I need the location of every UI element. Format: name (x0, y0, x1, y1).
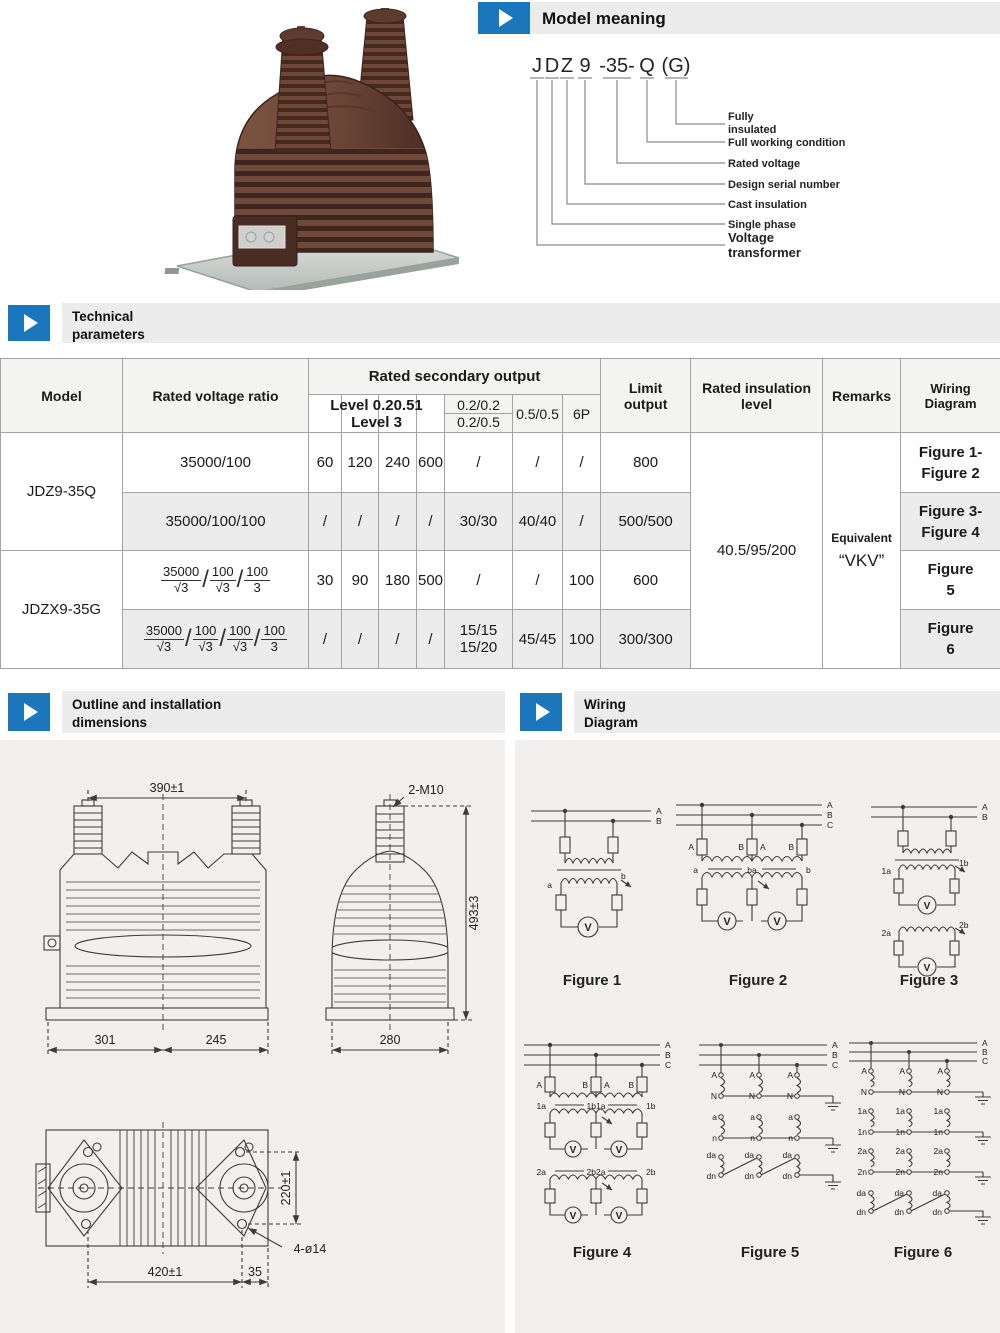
limit-cell: 300/300 (601, 610, 691, 669)
value-cell: / (342, 610, 379, 669)
terminal-label: 1n (933, 1127, 943, 1137)
terminal-label: dn (706, 1171, 716, 1181)
value-cell: / (513, 433, 563, 493)
terminal-box (233, 216, 297, 266)
terminal-label: 1a (881, 866, 891, 876)
terminal-label: 2n (895, 1167, 905, 1177)
bus-label: C (982, 1056, 989, 1066)
terminal-label: 1b1a (586, 1101, 606, 1111)
section-icon (8, 693, 50, 731)
terminal-label: n (788, 1133, 793, 1143)
terminal-label: A (787, 1070, 793, 1080)
dim-side-width: 280 (379, 1033, 401, 1047)
terminal-label: 2n (857, 1167, 867, 1177)
terminal-label: N (710, 1091, 717, 1101)
play-icon (499, 9, 513, 27)
wiring-ref-cell: Figure 6 (901, 610, 1000, 669)
terminal-label: b (621, 871, 626, 881)
left-bushing (275, 26, 331, 152)
code-letter: Q (639, 55, 655, 77)
dim-plate-h: 220±1 (279, 1170, 293, 1206)
outline-bar (62, 691, 505, 733)
terminal-label: 2b2a (586, 1167, 606, 1177)
bus-label: A (827, 800, 833, 810)
figure-caption: Figure 4 (572, 1244, 632, 1261)
terminal-label: da (744, 1150, 754, 1160)
figure-6 (845, 1035, 1000, 1285)
dim-bolt: 2-M10 (408, 783, 444, 797)
voltmeter-label: V (723, 916, 731, 928)
dim-plate-off: 35 (248, 1265, 262, 1279)
value-cell: 500 (417, 551, 445, 610)
terminal-label: da (932, 1188, 942, 1198)
value-cell: / (417, 610, 445, 669)
ratio-cell: $\frac{35000}{√3}$ / $\frac{100}{√3}$ / $\frac{100}{3}$ (123, 551, 309, 610)
terminal-label: da (706, 1150, 716, 1160)
terminal-label: dn (894, 1207, 904, 1217)
value-cell: / (379, 493, 417, 551)
col-header-wiring: Wiring Diagram (901, 359, 1000, 433)
terminal-label: dn (782, 1171, 792, 1181)
figure-2 (670, 795, 850, 990)
terminal-label: n (750, 1133, 755, 1143)
play-icon (24, 314, 38, 332)
winding-label: A (604, 1080, 610, 1090)
wiring-bar (574, 691, 1000, 733)
code-letter: Z (560, 55, 574, 77)
limit-cell: 500/500 (601, 493, 691, 551)
terminal-label: A (861, 1066, 867, 1076)
terminal-label: A (711, 1070, 717, 1080)
figure-caption: Figure 1 (562, 972, 622, 989)
bus-label: B (665, 1050, 671, 1060)
model-meaning-diagram (470, 36, 1000, 290)
terminal-label: 1b (646, 1101, 656, 1111)
table-row (1, 433, 1000, 493)
label-voltage-transformer: Voltage (728, 230, 774, 245)
bus-label: A (832, 1040, 838, 1050)
figure-4 (520, 1035, 685, 1285)
label-rated-voltage: Rated voltage (728, 158, 801, 170)
bus-label: C (827, 820, 834, 830)
dim-holes: 4-ø14 (293, 1242, 327, 1256)
terminal-label: 2a (536, 1167, 546, 1177)
model-cell: JDZ9-35Q (1, 433, 123, 551)
terminal-label: N (936, 1087, 943, 1097)
terminal-label: N (748, 1091, 755, 1101)
code-letter: J (532, 55, 542, 77)
col-header-accuracy-levels: Level 0.20.51 Level 3 (309, 395, 445, 433)
winding-label: B (738, 842, 744, 852)
terminal-label: a (788, 1112, 793, 1122)
terminal-label: 2a (895, 1146, 905, 1156)
bus-label: B (656, 816, 662, 826)
dim-left-b: 245 (205, 1033, 227, 1047)
code-letter: 9 (579, 55, 591, 77)
wiring-title: Wiring Diagram (584, 697, 639, 730)
terminal-label: A (937, 1066, 943, 1076)
winding-label: B (582, 1080, 588, 1090)
value-cell: / (563, 493, 601, 551)
bus-label: A (982, 1038, 988, 1048)
bus-label: B (827, 810, 833, 820)
dim-top-width: 390±1 (149, 781, 185, 795)
terminal-label: 1a (536, 1101, 546, 1111)
section-icon (8, 305, 50, 341)
col-header-insulation: Rated insulation level (691, 359, 823, 433)
value-cell: 60 (309, 433, 342, 493)
value-cell: 30/30 (445, 493, 513, 551)
figure-caption: Figure 2 (728, 972, 788, 989)
code-letter: D (544, 55, 560, 77)
terminal-label: dn (744, 1171, 754, 1181)
label-fully-insulated: insulated (728, 124, 777, 136)
product-photo (85, 0, 465, 290)
wiring-ref-cell: Figure 5 (901, 551, 1000, 610)
wiring-ref-cell: Figure 3- Figure 4 (901, 493, 1000, 551)
play-icon (536, 703, 550, 721)
dim-plate-w: 420±1 (147, 1265, 183, 1279)
bus-label: A (656, 806, 662, 816)
terminal-label: dn (856, 1207, 866, 1217)
terminal-label: 1a (895, 1106, 905, 1116)
model-meaning-bar (530, 2, 1000, 34)
insulation-cell: 40.5/95/200 (691, 433, 823, 669)
voltmeter-label: V (923, 901, 931, 912)
terminal-label: n (712, 1133, 717, 1143)
terminal-label: a (750, 1112, 755, 1122)
figure-caption: Figure 6 (893, 1244, 953, 1261)
label-voltage-transformer: transformer (728, 245, 801, 260)
voltmeter-label: V (569, 1211, 577, 1222)
terminal-label: b (806, 865, 811, 875)
terminal-label: da (856, 1188, 866, 1198)
terminal-label: 2b (646, 1167, 656, 1177)
terminal-label: N (860, 1087, 867, 1097)
value-cell: / (445, 433, 513, 493)
technical-title: Technical parameters (72, 309, 145, 342)
terminal-label: da (894, 1188, 904, 1198)
outline-title: Outline and installation dimensions (72, 697, 222, 730)
figure-caption: Figure 3 (899, 972, 959, 989)
value-cell: 100 (563, 551, 601, 610)
voltmeter-label: V (584, 922, 592, 934)
value-cell: 30 (309, 551, 342, 610)
col-header-acc1: 0.2/0.2 0.2/0.5 (445, 395, 513, 433)
figure-5 (695, 1035, 850, 1285)
label-full-working: Full working condition (728, 137, 846, 149)
value-cell: 15/15 15/20 (445, 610, 513, 669)
terminal-label: 1b (959, 858, 969, 868)
terminal-label: 1a (933, 1106, 943, 1116)
winding-label: A (760, 842, 766, 852)
figure-1 (525, 795, 665, 990)
value-cell: 120 (342, 433, 379, 493)
terminal-label: N (786, 1091, 793, 1101)
col-header-secondary: Rated secondary output (309, 359, 601, 395)
col-header-remarks: Remarks (823, 359, 901, 433)
terminal-label: dn (932, 1207, 942, 1217)
winding-label: A (688, 842, 694, 852)
value-cell: / (342, 493, 379, 551)
value-cell: / (379, 610, 417, 669)
label-design-serial: Design serial number (728, 179, 840, 191)
terminal-label: 2a (857, 1146, 867, 1156)
col-header-acc3: 6P (563, 395, 601, 433)
outline-panel (0, 740, 505, 1333)
voltmeter-label: V (923, 963, 931, 974)
label-fully-insulated: Fully (728, 111, 754, 123)
value-cell: / (309, 493, 342, 551)
bus-label: B (982, 812, 988, 822)
terminal-label: ba (747, 865, 757, 875)
terminal-label: 2a (881, 928, 891, 938)
wiring-panel (515, 740, 1000, 1333)
ratio-cell: $\frac{35000}{√3}$ / $\frac{100}{√3}$ / $\frac{100}{√3}$ / $\frac{100}{3}$ (123, 610, 309, 669)
bus-label: C (665, 1060, 672, 1070)
figure-3 (865, 795, 1000, 990)
col-header-model: Model (1, 359, 123, 433)
value-cell: 600 (417, 433, 445, 493)
voltmeter-label: V (773, 916, 781, 928)
code-letter: (G) (661, 55, 691, 77)
terminal-label: A (899, 1066, 905, 1076)
col-header-ratio: Rated voltage ratio (123, 359, 309, 433)
section-icon (478, 2, 530, 34)
terminal-label: 2a (933, 1146, 943, 1156)
ratio-cell: 35000/100 (123, 433, 309, 493)
ratio-cell: 35000/100/100 (123, 493, 309, 551)
col-header-acc2: 0.5/0.5 (513, 395, 563, 433)
voltmeter-label: V (615, 1145, 623, 1156)
dim-left-a: 301 (94, 1033, 116, 1047)
label-cast-insulation: Cast insulation (728, 199, 807, 211)
value-cell: 90 (342, 551, 379, 610)
section-icon (520, 693, 562, 731)
terminal-label: 2b (959, 920, 969, 930)
value-cell: 45/45 (513, 610, 563, 669)
bus-label: B (832, 1050, 838, 1060)
label-single-phase: Single phase (728, 219, 796, 231)
terminal-label: A (749, 1070, 755, 1080)
value-cell: 40/40 (513, 493, 563, 551)
plate-slot (164, 268, 179, 274)
winding-label: B (628, 1080, 634, 1090)
value-cell: / (309, 610, 342, 669)
figure-caption: Figure 5 (740, 1244, 800, 1261)
terminal-label: 1a (857, 1106, 867, 1116)
bus-label: C (832, 1060, 839, 1070)
outline-drawing (0, 740, 505, 1333)
value-cell: / (563, 433, 601, 493)
remarks-cell: Equivalent “VKV” (823, 433, 901, 669)
value-cell: 100 (563, 610, 601, 669)
bus-label: B (982, 1047, 988, 1057)
code-letter: -35- (599, 55, 635, 77)
terminal-label: da (782, 1150, 792, 1160)
terminal-label: 2n (933, 1167, 943, 1177)
terminal-label: 1n (895, 1127, 905, 1137)
voltmeter-label: V (615, 1211, 623, 1222)
terminal-label: a (712, 1112, 717, 1122)
technical-bar (62, 303, 1000, 343)
winding-label: B (788, 842, 794, 852)
winding-label: A (536, 1080, 542, 1090)
model-cell: JDZX9-35G (1, 551, 123, 669)
technical-parameters-table (0, 358, 1000, 669)
model-meaning-title: Model meaning (542, 9, 666, 28)
wiring-ref-cell: Figure 1- Figure 2 (901, 433, 1000, 493)
terminal-label: N (898, 1087, 905, 1097)
dim-height: 493±3 (467, 895, 481, 931)
value-cell: 240 (379, 433, 417, 493)
value-cell: / (417, 493, 445, 551)
value-cell: / (445, 551, 513, 610)
value-cell: 180 (379, 551, 417, 610)
terminal-label: 1n (857, 1127, 867, 1137)
play-icon (24, 703, 38, 721)
voltmeter-label: V (569, 1145, 577, 1156)
terminal-label: a (693, 865, 698, 875)
bus-label: A (665, 1040, 671, 1050)
value-cell: / (513, 551, 563, 610)
limit-cell: 600 (601, 551, 691, 610)
limit-cell: 800 (601, 433, 691, 493)
bus-label: A (982, 802, 988, 812)
terminal-label: a (547, 880, 552, 890)
col-header-limit: Limit output (601, 359, 691, 433)
